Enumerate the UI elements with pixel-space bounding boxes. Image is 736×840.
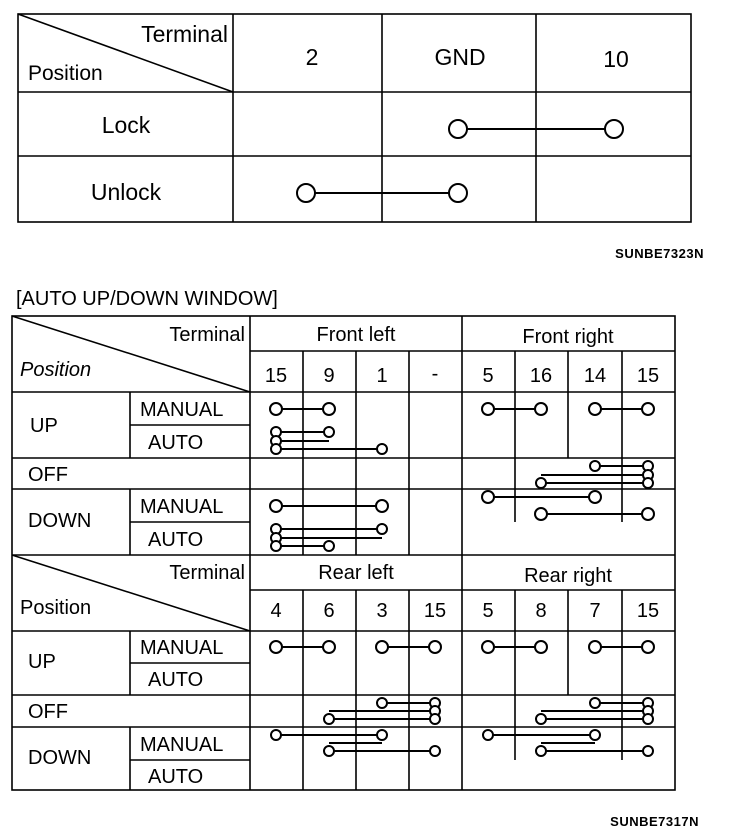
- front-down-manual-connections: [270, 491, 601, 512]
- rear-left-header: Rear left: [318, 562, 394, 584]
- front-down-manual-label: MANUAL: [140, 496, 224, 518]
- rear-terminal-3: 3: [376, 600, 388, 622]
- front-left-header: Front left: [316, 324, 396, 346]
- lock-gnd-node: [449, 120, 467, 138]
- unlock-2-node: [297, 184, 315, 202]
- front-up-label: UP: [30, 415, 58, 437]
- table2-figure-code: SUNBE7317N: [610, 814, 699, 829]
- unlock-gnd-node: [449, 184, 467, 202]
- front-down-auto-label: AUTO: [148, 529, 204, 551]
- table1-position-header: Position: [28, 62, 103, 85]
- table1-lock-label: Lock: [101, 112, 151, 138]
- table2-position-header-rear: Position: [20, 597, 92, 619]
- table2-terminal-header-rear: Terminal: [169, 562, 245, 584]
- front-terminal-5: 5: [482, 365, 494, 387]
- table1-terminal-2: 2: [305, 44, 319, 70]
- table1-terminal-10: 10: [603, 46, 629, 72]
- front-terminal-9: 9: [323, 365, 335, 387]
- front-off-label: OFF: [28, 464, 68, 486]
- front-off-connections: [536, 461, 653, 488]
- rear-down-auto-label: AUTO: [148, 766, 204, 788]
- lock-10-node: [605, 120, 623, 138]
- front-terminal-1: 1: [376, 365, 388, 387]
- rear-terminal-4: 4: [270, 600, 282, 622]
- front-up-auto-label: AUTO: [148, 432, 204, 454]
- table1-terminal-header: Terminal: [141, 21, 228, 47]
- table2-terminal-header-front: Terminal: [169, 324, 245, 346]
- front-terminal-14: 14: [583, 365, 607, 387]
- rear-terminal-15: 15: [423, 600, 447, 622]
- front-right-header: Front right: [522, 326, 614, 348]
- auto-window-terminal-table: [12, 316, 675, 790]
- rear-off-label: OFF: [28, 701, 68, 723]
- rear-terminal-7: 7: [589, 600, 601, 622]
- front-terminal-15: 15: [264, 365, 288, 387]
- rear-up-manual-label: MANUAL: [140, 637, 224, 659]
- rear-off-connections: [324, 698, 653, 724]
- front-up-manual-label: MANUAL: [140, 399, 224, 421]
- table1-unlock-label: Unlock: [90, 179, 162, 205]
- rear-terminal-15b: 15: [636, 600, 660, 622]
- front-down-label: DOWN: [28, 510, 92, 532]
- switch-terminal-table: [18, 14, 704, 261]
- table1-figure-code: SUNBE7323N: [615, 246, 704, 261]
- rear-terminal-6: 6: [323, 600, 335, 622]
- front-terminal-15b: 15: [636, 365, 660, 387]
- rear-terminal-8: 8: [535, 600, 547, 622]
- rear-down-manual-label: MANUAL: [140, 734, 224, 756]
- section-title: [AUTO UP/DOWN WINDOW]: [16, 288, 278, 310]
- front-terminal-16: 16: [529, 365, 553, 387]
- front-terminal-dash: -: [431, 363, 439, 385]
- rear-up-auto-label: AUTO: [148, 669, 204, 691]
- rear-terminal-5: 5: [482, 600, 494, 622]
- front-up-auto-connections: [271, 427, 387, 454]
- rear-down-label: DOWN: [28, 747, 92, 769]
- table1-terminal-gnd: GND: [434, 44, 486, 70]
- rear-right-header: Rear right: [524, 565, 612, 587]
- rear-up-label: UP: [28, 651, 56, 673]
- table2-position-header-front: Position: [20, 359, 92, 381]
